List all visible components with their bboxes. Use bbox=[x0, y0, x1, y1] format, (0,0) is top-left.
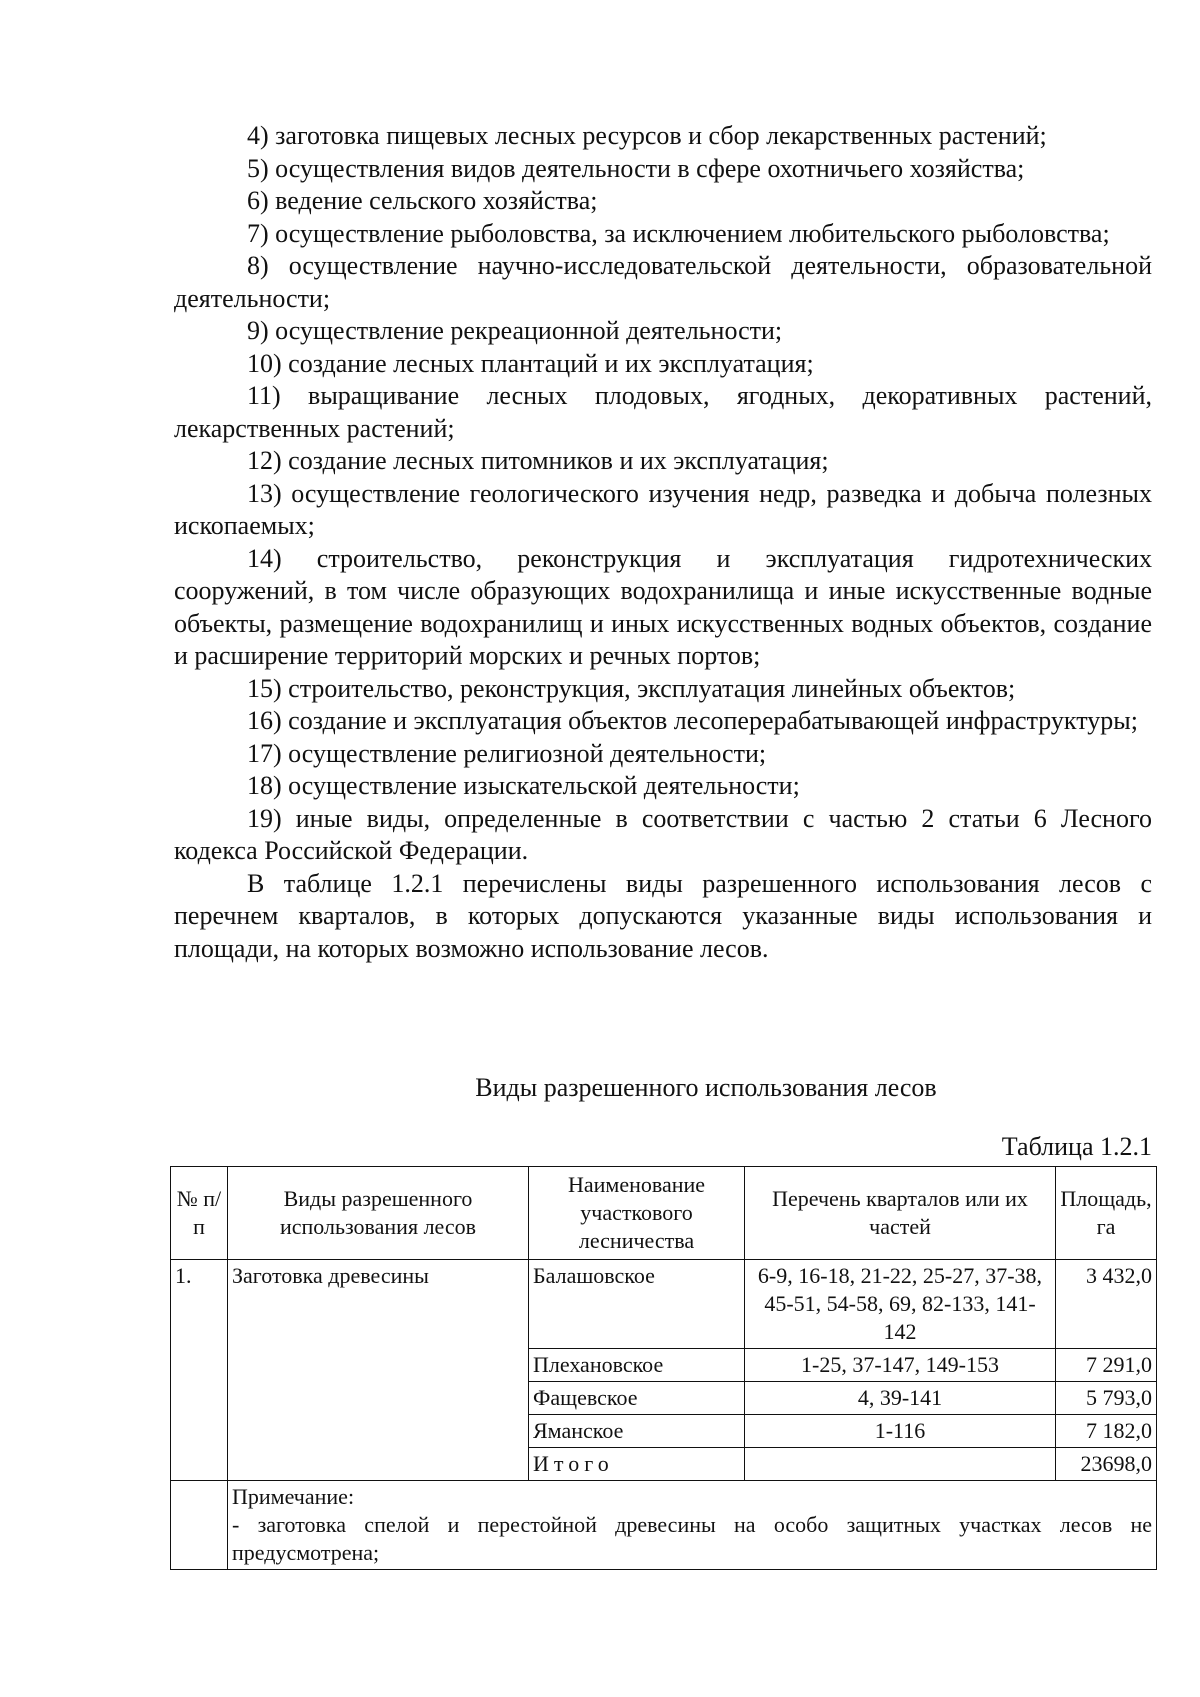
forestry-cell: Яманское bbox=[529, 1415, 745, 1448]
paragraph-item-19: 19) иные виды, определенные в соответствии с частью 2 статьи 6 Лесного кодекса Российской Федерации. bbox=[174, 803, 1152, 865]
paragraph-item-11: 11) выращивание лесных плодовых, ягодных, декоративных растений, лекарственных растений; bbox=[174, 381, 1152, 443]
total-label-cell: Итого bbox=[529, 1448, 745, 1481]
usage-types-table bbox=[170, 1166, 1157, 1570]
forestry-cell: Балашовское bbox=[529, 1260, 745, 1349]
paragraph-item-15: 15) строительство, реконструкция, эксплуатация линейных объектов; bbox=[247, 673, 1016, 703]
note-title: Примечание: bbox=[232, 1484, 355, 1509]
note-text: - заготовка спелой и перестойной древесины на особо защитных участках лесов не предусмотрена; bbox=[232, 1512, 1152, 1565]
table-note-row bbox=[171, 1481, 1157, 1570]
activity-cell: Заготовка древесины bbox=[228, 1260, 529, 1481]
forestry-cell: Фащевское bbox=[529, 1382, 745, 1415]
quarters-cell: 6-9, 16-18, 21-22, 25-27, 37-38, 45-51, 54-58, 69, 82-133, 141-142 bbox=[745, 1260, 1056, 1349]
total-quarters-cell bbox=[745, 1448, 1056, 1481]
row-number-cell: 1. bbox=[171, 1260, 228, 1481]
paragraph-item-4: 4) заготовка пищевых лесных ресурсов и сбор лекарственных растений; bbox=[247, 121, 1047, 150]
paragraph-item-16: 16) создание и эксплуатация объектов лесоперерабатывающей инфраструктуры; bbox=[247, 706, 1138, 735]
body-text bbox=[174, 120, 1152, 965]
header-number: № п/п bbox=[171, 1167, 228, 1260]
table-intro-paragraph: В таблице 1.2.1 перечислены виды разрешенного использования лесов с перечнем кварталов, в которых допускаются указанные виды использования и площади, на которых возможно использование лесов. bbox=[174, 868, 1152, 963]
header-quarters: Перечень кварталов или их частей bbox=[745, 1167, 1056, 1260]
quarters-cell: 1-25, 37-147, 149-153 bbox=[745, 1349, 1056, 1382]
paragraph-item-9: 9) осуществление рекреационной деятельности; bbox=[247, 316, 783, 345]
paragraph-item-8: 8) осуществление научно-исследовательской деятельности, образовательной деятельности; bbox=[174, 251, 1152, 313]
note-empty-cell bbox=[171, 1481, 228, 1570]
paragraph-item-7: 7) осуществление рыболовства, за исключением любительского рыболовства; bbox=[247, 218, 1110, 248]
header-area: Площадь, га bbox=[1056, 1167, 1157, 1260]
paragraph-item-14: 14) строительство, реконструкция и эксплуатация гидротехнических сооружений, в том числе образующих водохранилища и иные искусственные водные объекты, размещение водохранилищ и иных искусственных водных объектов, создание и расширение территорий морских и речных портов; bbox=[174, 543, 1152, 670]
table-caption: Виды разрешенного использования лесов bbox=[475, 1073, 937, 1102]
area-cell: 7 182,0 bbox=[1056, 1415, 1157, 1448]
header-usage-type: Виды разрешенного использования лесов bbox=[228, 1167, 529, 1260]
header-forestry: Наименование участкового лесничества bbox=[529, 1167, 745, 1260]
area-cell: 7 291,0 bbox=[1056, 1349, 1157, 1382]
paragraph-item-5: 5) осуществления видов деятельности в сфере охотничьего хозяйства; bbox=[247, 153, 1025, 183]
area-cell: 3 432,0 bbox=[1056, 1260, 1157, 1349]
quarters-cell: 4, 39-141 bbox=[745, 1382, 1056, 1415]
paragraph-item-10: 10) создание лесных плантаций и их эксплуатация; bbox=[247, 348, 814, 378]
paragraph-item-17: 17) осуществление религиозной деятельности; bbox=[247, 738, 767, 768]
table-header-row bbox=[171, 1167, 1157, 1260]
paragraph-item-6: 6) ведение сельского хозяйства; bbox=[247, 186, 598, 215]
forestry-cell: Плехановское bbox=[529, 1349, 745, 1382]
paragraph-item-12: 12) создание лесных питомников и их эксплуатация; bbox=[247, 446, 829, 475]
quarters-cell: 1-116 bbox=[745, 1415, 1056, 1448]
paragraph-item-18: 18) осуществление изыскательской деятельности; bbox=[247, 771, 800, 800]
table-number-label: Таблица 1.2.1 bbox=[1001, 1132, 1152, 1161]
total-area-cell: 23698,0 bbox=[1056, 1448, 1157, 1481]
table-row bbox=[171, 1260, 1157, 1349]
area-cell: 5 793,0 bbox=[1056, 1382, 1157, 1415]
paragraph-item-13: 13) осуществление геологического изучения недр, разведка и добыча полезных ископаемых; bbox=[174, 478, 1152, 540]
note-cell bbox=[228, 1481, 1157, 1570]
